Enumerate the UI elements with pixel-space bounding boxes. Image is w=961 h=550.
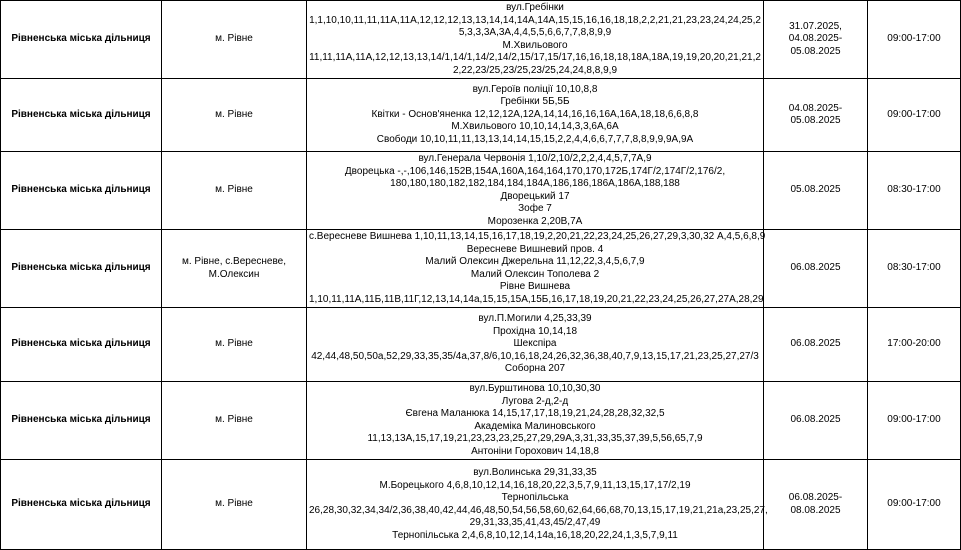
address-line: Гребінки 5Б,5Б	[500, 96, 570, 108]
address-line: Євгена Маланюка 14,15,17,17,18,19,21,24,28,28,32,32,5	[405, 408, 665, 419]
settlement-name: м. Рівне	[215, 184, 253, 196]
settlement-name: М.Олексин	[208, 268, 260, 280]
settlement-cell	[162, 230, 307, 308]
district-name: Рівненська міська дільниця	[11, 338, 151, 350]
time-range: 08:30-17:00	[887, 262, 941, 274]
table-row	[1, 79, 961, 152]
address-line: Прохідна 10,14,18	[492, 325, 578, 337]
time-range: 17:00-20:00	[887, 338, 941, 350]
address-line: М.Борецького 4,6,8,10,12,14,16,18,20,22,3,5,7,9,11,13,15,17,17/2,19	[379, 479, 691, 491]
schedule-table-body	[1, 1, 961, 550]
dates-cell	[764, 152, 868, 230]
address-line: 1,10,11,11А,11Б,11В,11Г,12,13,14,14а,15,15,15А,15Б,16,17,18,19,20,21,22,23,24,25,26,27,27А,28,29	[309, 293, 764, 305]
date-line: 08.08.2025	[790, 504, 841, 516]
time-cell	[868, 308, 961, 382]
address-line: вул.Бурштинова 10,10,30,30	[469, 383, 601, 394]
address-line: Лугова 2-д,2-д	[501, 395, 569, 407]
date-line: 31.07.2025,	[789, 20, 842, 32]
time-range: 09:00-17:00	[887, 414, 941, 426]
settlement-name: м. Рівне	[215, 338, 253, 350]
dates-cell	[764, 460, 868, 550]
address-line: вул.Героїв поліції 10,10,8,8	[472, 83, 598, 95]
district-cell	[1, 79, 162, 152]
district-name: Рівненська міська дільниця	[11, 498, 151, 510]
address-line: Рівне Вишнева	[499, 281, 571, 292]
address-line: 180,180,180,182,182,184,184,184А,186,186,186А,186А,188,188	[390, 178, 680, 189]
date-line: 06.08.2025	[790, 414, 841, 426]
dates-cell	[764, 79, 868, 152]
settlement-cell	[162, 382, 307, 460]
address-line: с.Вересневе Вишнева 1,10,11,13,14,15,16,17,18,19,2,20,21,22,23,24,25,26,27,29,3,30,32 А,4,5,6,8,9	[309, 231, 766, 242]
address-line: Малий Олексин Джерельна 11,12,22,3,4,5,6,7,9	[425, 256, 645, 267]
date-line: 06.08.2025-	[788, 492, 843, 503]
date-line: 04.08.2025-	[788, 33, 843, 45]
district-name: Рівненська міська дільниця	[11, 33, 151, 45]
time-cell	[868, 1, 961, 79]
address-line: Зофе 7	[518, 203, 552, 214]
time-cell	[868, 460, 961, 550]
address-line: М.Хвильового	[502, 39, 568, 51]
address-line: 26,28,30,32,34,34/2,36,38,40,42,44,46,48,50,54,56,58,60,62,64,66,68,70,13,15,17,19,21,21а,23,25,27,	[309, 504, 768, 516]
district-name: Рівненська міська дільниця	[11, 262, 151, 274]
settlement-cell	[162, 1, 307, 79]
settlement-name: м. Рівне	[215, 33, 253, 45]
address-line: 29,31,33,35,41,43,45/2,47,49	[469, 517, 601, 528]
settlement-cell	[162, 308, 307, 382]
address-line: Антоніни Горохович 14,18,8	[471, 445, 599, 457]
address-line: М.Хвильового 10,10,14,14,3,3,6А,6А	[451, 121, 619, 133]
address-line: Шекспіра	[513, 338, 557, 350]
address-line: 11,13,13А,15,17,19,21,23,23,23,25,27,29,29А,3,31,33,35,37,39,5,56,65,7,9	[367, 433, 703, 444]
time-range: 09:00-17:00	[887, 33, 941, 45]
address-line: вул.Гребінки	[506, 2, 564, 13]
date-line: 05.08.2025	[790, 184, 841, 196]
district-name: Рівненська міська дільниця	[11, 184, 151, 196]
dates-cell	[764, 382, 868, 460]
time-range: 08:30-17:00	[887, 184, 941, 196]
date-line: 04.08.2025-	[788, 102, 843, 114]
address-line: 5,3,3,3А,3А,4,4,5,5,6,6,7,7,8,8,9,9	[458, 27, 612, 38]
dates-cell	[764, 308, 868, 382]
table-row	[1, 1, 961, 79]
settlement-name: м. Рівне	[215, 498, 253, 510]
district-cell	[1, 460, 162, 550]
time-range: 09:00-17:00	[887, 498, 941, 510]
district-name: Рівненська міська дільниця	[11, 108, 151, 120]
time-cell	[868, 152, 961, 230]
address-line: 1,1,10,10,11,11,11А,11А,12,12,12,13,13,14,14,14А,14А,15,15,16,16,18,18,2,2,21,21,23,23,24,24,25,2	[309, 14, 761, 26]
table-row	[1, 382, 961, 460]
address-line: 11,11,11А,11А,12,12,13,13,14/1,14/1,14/2,14/2,15/17,15/17,16,16,18,18,18А,18А,19,19,20,20,21,21,2	[309, 52, 761, 63]
dates-cell	[764, 230, 868, 308]
address-line: вул.Волинська 29,31,33,35	[473, 467, 597, 478]
date-line: 05.08.2025	[790, 115, 841, 126]
address-line: Свободи 10,10,11,11,13,13,14,14,15,15,2,2,4,4,6,6,7,7,7,8,8,9,9,9А,9А	[376, 133, 694, 145]
settlement-name: м. Рівне	[215, 108, 253, 120]
settlement-name: м. Рівне, с.Вересневе,	[181, 256, 287, 267]
date-line: 06.08.2025	[790, 338, 841, 350]
address-line: Тернопільська 2,4,6,8,10,12,14,14а,16,18,20,22,24,1,3,5,7,9,11	[392, 529, 678, 541]
settlement-name: м. Рівне	[215, 414, 253, 426]
address-line: вул.Генерала Червонія 1,10/2,10/2,2,2,4,4,5,7,7А,9	[418, 153, 652, 164]
table-row	[1, 308, 961, 382]
time-cell	[868, 382, 961, 460]
address-line: Морозенка 2,20В,7А	[487, 215, 583, 227]
table-row	[1, 230, 961, 308]
time-cell	[868, 230, 961, 308]
district-cell	[1, 152, 162, 230]
address-line: 42,44,48,50,50а,52,29,33,35,35/4а,37,8/6,10,16,18,24,26,32,36,38,40,7,9,13,15,17,21,23,25,27,27/3	[311, 350, 759, 362]
date-line: 05.08.2025	[790, 45, 841, 57]
settlement-cell	[162, 460, 307, 550]
addresses-cell	[307, 382, 764, 460]
table-row	[1, 460, 961, 550]
settlement-cell	[162, 79, 307, 152]
district-name: Рівненська міська дільниця	[11, 414, 151, 426]
table-row	[1, 152, 961, 230]
addresses-cell	[307, 1, 764, 79]
district-cell	[1, 230, 162, 308]
address-line: Тернопільська	[501, 492, 569, 503]
addresses-cell	[307, 460, 768, 550]
district-cell	[1, 382, 162, 460]
address-line: 2,22,23/25,23/25,23/25,24,24,8,8,9,9	[452, 64, 618, 76]
address-line: Дворецький 17	[500, 190, 570, 202]
address-line: вул.П.Могили 4,25,33,39	[478, 313, 592, 325]
addresses-cell	[307, 79, 764, 152]
address-line: Квітки - Основ'яненка 12,12,12А,12А,14,14,16,16,16А,16А,18,18,6,6,8,8	[371, 108, 699, 120]
address-line: Академіка Малиновського	[474, 420, 596, 432]
address-line: Вересневе Вишневий пров. 4	[466, 243, 604, 255]
time-cell	[868, 79, 961, 152]
dates-cell	[764, 1, 868, 79]
date-line: 06.08.2025	[790, 262, 841, 274]
settlement-cell	[162, 152, 307, 230]
addresses-cell	[307, 308, 764, 382]
address-line: Дворецька -,-,106,146,152В,154А,160А,164,164,170,170,172Б,174Г/2,174Г/2,176/2,	[344, 165, 726, 177]
address-line: Малий Олексин Тополева 2	[470, 268, 600, 280]
time-range: 09:00-17:00	[887, 108, 941, 120]
addresses-cell	[307, 152, 764, 230]
district-cell	[1, 308, 162, 382]
district-cell	[1, 1, 162, 79]
address-line: Соборна 207	[504, 363, 566, 375]
addresses-cell	[307, 230, 764, 308]
